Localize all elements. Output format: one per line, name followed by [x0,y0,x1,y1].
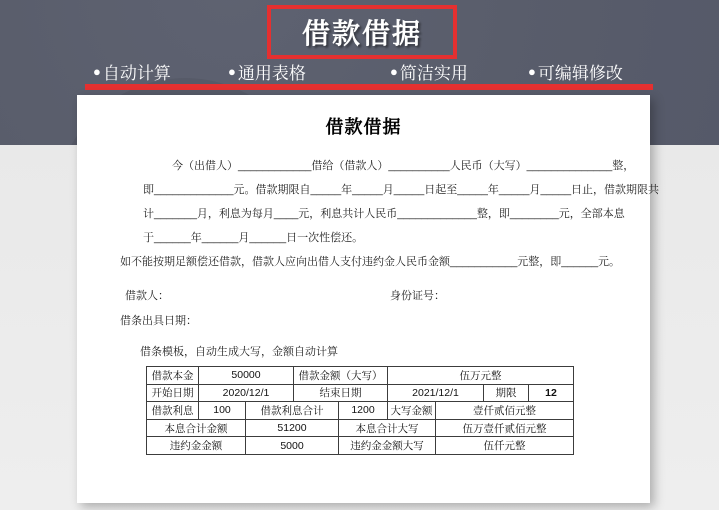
bullet-icon: ● [93,63,101,79]
feature-label: 通用表格 [237,63,306,83]
feature-label: 简洁实用 [399,63,468,83]
table-cell: 大写金额 [388,402,436,420]
table-cell: 壹仟贰佰元整 [436,402,574,420]
table-cell: 1200 [339,402,388,420]
bullet-icon: ● [528,63,536,79]
table-cell: 伍万壹仟贰佰元整 [436,419,574,437]
banner-title-box [267,5,457,59]
template-note: 借条模板，自动生成大写，金额自动计算 [140,346,338,358]
document-page [77,95,660,503]
table-cell: 借款金额（大写） [294,367,388,385]
feature-item-editable [528,60,623,82]
body-line-1: 今（出借人）____________借给（借款人）__________人民币（大写）______________整， [172,160,635,172]
id-number-label: 身份证号： [390,290,445,302]
body-line-3: 计_______月，利息为每月____元，利息共计人民币_____________整，即________元，全部本息 [143,208,625,220]
banner-title: 借款借据 [301,18,422,49]
table-cell: 伍万元整 [388,367,574,385]
body-line-4: 于______年______月______日一次性偿还。 [143,232,364,244]
feature-item-simple-practical [390,60,468,82]
feature-label: 自动计算 [102,63,171,83]
table-cell: 期限 [484,384,529,402]
body-line-2: 即_____________元。借款期限自_____年_____月_____日起至_____年_____月_____日止，借款期限共 [143,184,660,196]
table-cell: 本息合计金额 [147,419,246,437]
table-cell: 2021/12/1 [388,384,484,402]
table-cell: 100 [199,402,246,420]
table-cell: 借款利息 [147,402,199,420]
table-row [147,384,574,402]
bullet-icon: ● [228,63,236,79]
table-cell: 借款利息合计 [246,402,339,420]
table-cell: 51200 [246,419,339,437]
table-cell: 12 [529,384,574,402]
table-cell: 本息合计大写 [339,419,436,437]
table-row [147,437,574,455]
bullet-icon: ● [390,63,398,79]
red-underline [85,84,653,90]
table-cell: 50000 [199,367,294,385]
feature-label: 可编辑修改 [537,63,623,83]
table-cell: 5000 [246,437,339,455]
borrower-label: 借款人： [125,290,169,302]
table-cell: 开始日期 [147,384,199,402]
table-row [147,367,574,385]
table-row [147,419,574,437]
table-cell: 借款本金 [147,367,199,385]
table-cell: 违约金金额 [147,437,246,455]
document-title: 借款借据 [325,117,402,137]
feature-item-general-table [228,60,306,82]
table-cell: 结束日期 [294,384,388,402]
body-line-5: 如不能按期足额偿还借款，借款人应向出借人支付违约金人民币金额___________元整，即______元。 [120,256,620,268]
table-cell: 2020/12/1 [199,384,294,402]
feature-item-auto-calc [93,60,171,82]
issue-date-label: 借条出具日期： [120,315,197,327]
table-cell: 伍仟元整 [436,437,574,455]
loan-table [146,366,574,455]
table-row [147,402,574,420]
table-cell: 违约金金额大写 [339,437,436,455]
